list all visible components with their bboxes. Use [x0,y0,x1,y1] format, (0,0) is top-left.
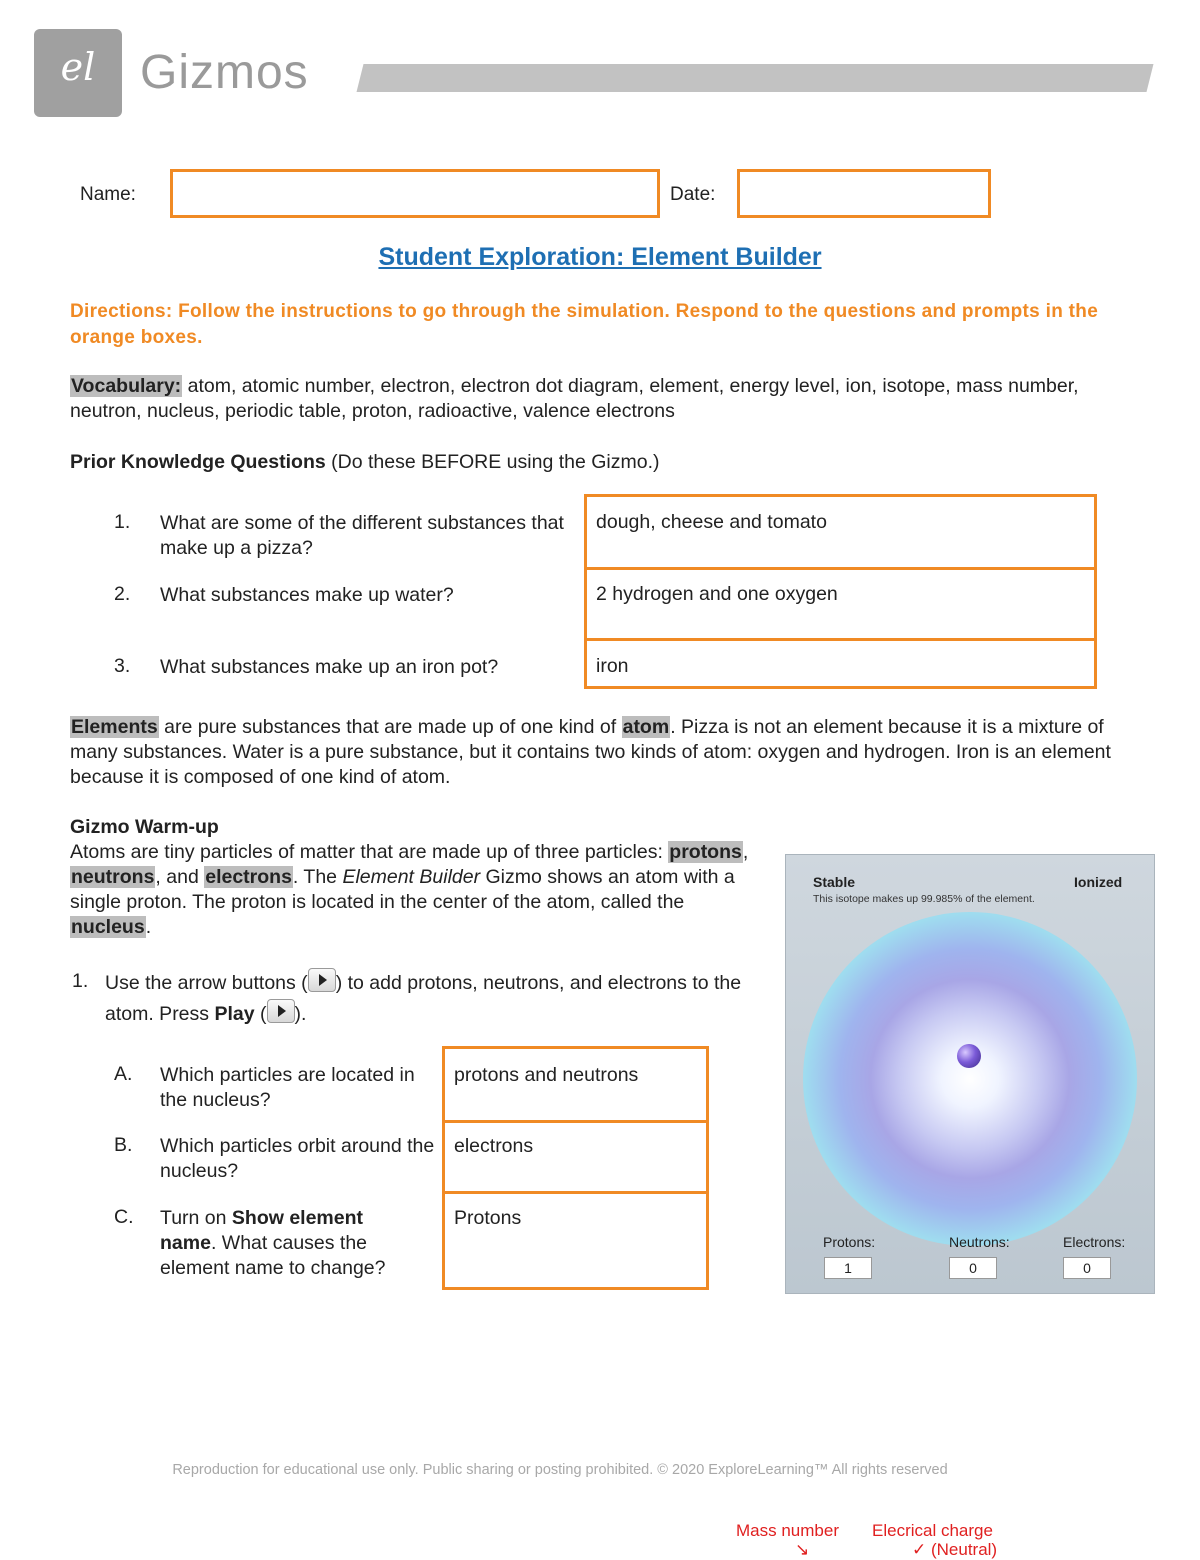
play-word: Play [214,1003,255,1025]
prior-knowledge-title: Prior Knowledge Questions [70,451,326,473]
wu-qa-text: Which particles are located in the nucleus? [160,1064,415,1111]
name-field[interactable] [170,169,660,218]
term-nucleus: nucleus [71,916,145,938]
header-bar [357,64,1154,92]
show-element-name: Show element name [160,1207,364,1254]
text: ). [294,1003,307,1025]
wu-answer-b[interactable]: electrons [454,1135,534,1157]
arrow-button-icon [308,968,336,992]
text: . Pizza is not an element because it is a mixture of many substances. Water is a pure substance, but it contains two kinds of atom: oxygen and hydrogen. Iron is an element because it is composed of one kind of atom. [70,716,1111,788]
date-label: Date: [670,184,716,205]
text: ) to add protons, neutrons, and electrons to the atom. Press [105,972,742,1025]
text: Atoms are tiny particles of matter that are made up of three particles: [70,841,669,863]
divider [587,638,1094,641]
elements-paragraph [70,715,1140,790]
divider [445,1120,706,1123]
pk-q2-text: What substances make up water? [160,584,454,606]
pk-q3-num: 3. [114,655,131,677]
text: , [742,841,749,863]
pk-answer-1[interactable]: dough, cheese and tomato [596,511,827,533]
term-atom: atom [622,716,670,738]
atom-orbital [803,912,1137,1246]
pk-q1-num: 1. [114,511,131,533]
divider [587,567,1094,570]
protons-label: Protons: [823,1234,876,1250]
wu-answer-a[interactable]: protons and neutrons [454,1064,639,1086]
logo-mark: el [60,45,96,89]
page-title: Student Exploration: Element Builder [378,243,822,271]
warmup-paragraph [70,840,760,940]
text: Gizmo shows an atom with a single proton. The proton is located in the center of the atom, called the [70,866,735,913]
pk-q1-text: What are some of the different substances that make up a pizza? [160,512,564,559]
vocabulary-text: atom, atomic number, electron, electron dot diagram, element, energy level, ion, isotope, mass number, neutron, nucleus, periodic table, proton, radioactive, valence electrons [70,375,1079,422]
arrow-note: ↘ [795,1540,810,1559]
warmup-heading: Gizmo Warm-up [70,816,219,838]
brand-name: Gizmos [140,46,309,99]
neutrons-label: Neutrons: [949,1234,1010,1250]
protons-field: 1 [824,1257,872,1279]
wu-qc-num: C. [114,1206,134,1228]
brand-logo [34,29,122,117]
electrical-charge-note: Elecrical charge [872,1521,993,1540]
gizmo-name: Element Builder [342,866,481,888]
name-label: Name: [80,184,136,205]
term-electrons: electrons [205,866,292,888]
wu-qb-text: Which particles orbit around the nucleus? [160,1135,435,1182]
term-elements: Elements [71,716,158,738]
step-1-text [105,968,765,1030]
term-protons: protons [669,841,742,863]
warmup-answers [442,1046,709,1290]
neutral-note: ✓ (Neutral) [912,1540,998,1559]
pk-answer-2[interactable]: 2 hydrogen and one oxygen [596,583,838,605]
ionized-label: Ionized [1074,874,1123,890]
gizmo-atom-image [785,854,1155,1294]
electrons-field: 0 [1063,1257,1111,1279]
text: ( [254,1003,267,1025]
stable-label: Stable [813,874,856,890]
nucleus-icon [957,1044,981,1068]
text: Use the arrow buttons ( [105,972,308,994]
isotope-note: This isotope makes up 99.985% of the element. [813,893,1035,905]
play-button-icon [267,999,295,1023]
footer-notice: Reproduction for educational use only. Public sharing or posting prohibited. © 2020 ExploreLearning™ All rights reserved [172,1462,948,1478]
wu-qb-num: B. [114,1134,133,1156]
prior-knowledge-note: (Do these BEFORE using the Gizmo.) [325,451,660,473]
vocabulary [70,374,1140,424]
vocabulary-label: Vocabulary: [71,375,182,397]
neutrons-field: 0 [949,1257,997,1279]
pk-q2-num: 2. [114,583,131,605]
pk-answer-3[interactable]: iron [596,655,629,677]
wu-qa-num: A. [114,1063,133,1085]
text: . What causes the element name to change? [160,1232,386,1279]
electrons-label: Electrons: [1063,1234,1126,1250]
text: . [145,916,152,938]
text: are pure substances that are made up of one kind of [158,716,622,738]
date-field[interactable] [737,169,991,218]
prior-knowledge-answers [584,494,1097,689]
prior-knowledge-heading [70,450,1140,475]
text: . The [292,866,343,888]
pk-q3-text: What substances make up an iron pot? [160,656,499,678]
wu-qc-text [160,1206,420,1281]
term-neutrons: neutrons [71,866,155,888]
mass-number-note: Mass number [736,1521,839,1540]
step-1-num: 1. [72,970,89,992]
directions: Directions: Follow the instructions to go through the simulation. Respond to the questions and prompts in the orange boxes. [70,301,1099,348]
text: , and [155,866,205,888]
wu-answer-c[interactable]: Protons [454,1207,522,1229]
divider [445,1191,706,1194]
text: Turn on [160,1207,232,1229]
